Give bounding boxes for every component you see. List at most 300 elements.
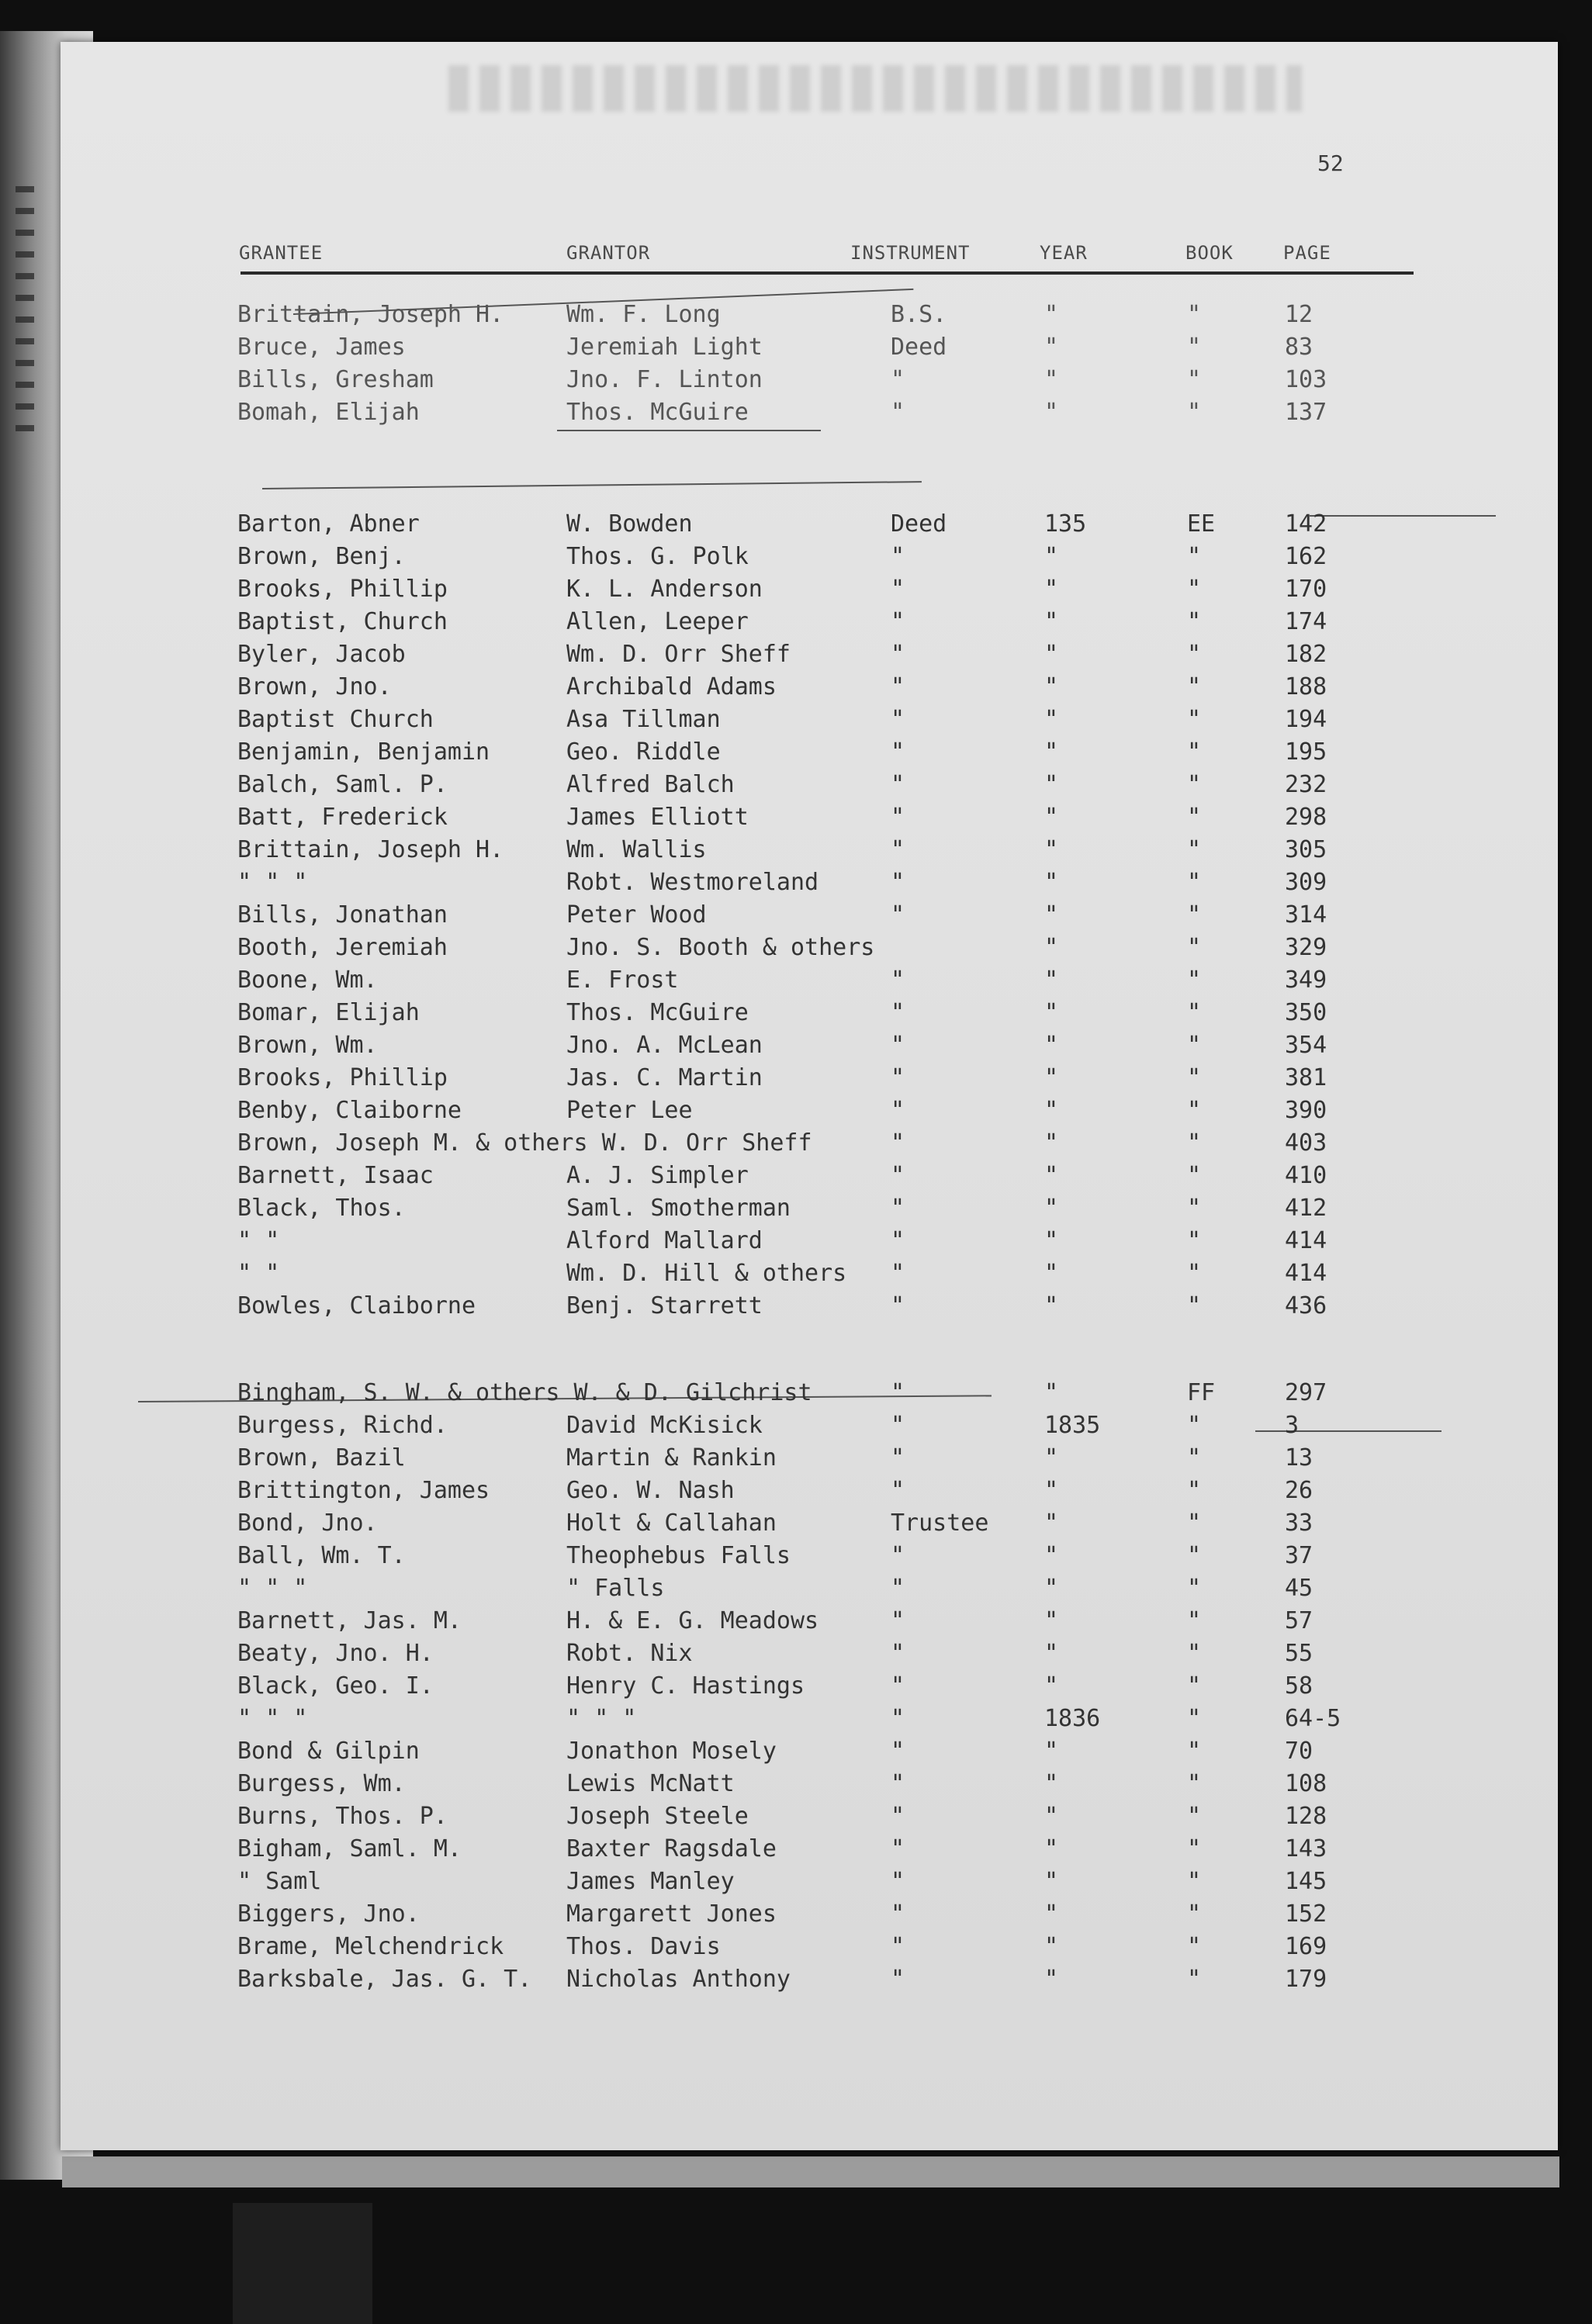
cell-page: 298 <box>1285 804 1327 831</box>
header-page: PAGE <box>1283 242 1331 264</box>
index-row <box>61 641 1558 673</box>
cell-page: 55 <box>1285 1640 1313 1667</box>
cell-grantee: Ball, Wm. T. <box>237 1542 406 1569</box>
cell-grantee: Bowles, Claiborne <box>237 1292 476 1319</box>
cell-grantee: Bond, Jno. <box>237 1510 378 1537</box>
cell-book: " <box>1187 771 1202 798</box>
cell-instrument: B.S. <box>891 301 947 328</box>
cell-year: " <box>1044 1227 1059 1254</box>
cell-grantee: Byler, Jacob <box>237 641 406 668</box>
cell-instrument: " <box>891 1803 905 1830</box>
cell-instrument: Trustee <box>891 1510 989 1537</box>
dark-block <box>233 2203 372 2324</box>
cell-page: 162 <box>1285 543 1327 570</box>
cell-grantee: " " " <box>237 869 308 896</box>
cell-page: 142 <box>1285 510 1327 538</box>
cell-grantee: Bingham, S. W. & others W. & D. Gilchrist <box>237 1379 812 1406</box>
cell-grantor: Benj. Starrett <box>566 1292 763 1319</box>
cell-book: " <box>1187 673 1202 700</box>
index-row <box>61 366 1558 399</box>
index-row <box>61 1412 1558 1444</box>
cell-book: " <box>1187 1260 1202 1287</box>
index-row <box>61 1510 1558 1542</box>
index-row <box>61 934 1558 967</box>
cell-instrument: " <box>891 608 905 635</box>
header-book: BOOK <box>1185 242 1234 264</box>
cell-book: " <box>1187 999 1202 1026</box>
index-row <box>61 804 1558 836</box>
cell-book: " <box>1187 1477 1202 1504</box>
cell-instrument: " <box>891 1292 905 1319</box>
bleed-through-text <box>448 65 1302 112</box>
cell-grantor: Wm. D. Orr Sheff <box>566 641 791 668</box>
index-row <box>61 1933 1558 1966</box>
cell-grantee: Beaty, Jno. H. <box>237 1640 434 1667</box>
cell-grantor: Alford Mallard <box>566 1227 763 1254</box>
cell-grantor: Nicholas Anthony <box>566 1966 791 1993</box>
cell-grantor: H. & E. G. Meadows <box>566 1607 819 1634</box>
cell-grantor: Peter Lee <box>566 1097 693 1124</box>
index-row <box>61 1966 1558 1998</box>
cell-book: " <box>1187 1195 1202 1222</box>
index-row <box>61 1129 1558 1162</box>
cell-grantee: Barnett, Isaac <box>237 1162 434 1189</box>
header-rule <box>241 271 1414 275</box>
cell-instrument: " <box>891 869 905 896</box>
cell-instrument: " <box>891 673 905 700</box>
page-bottom-strip <box>62 2156 1559 2187</box>
cell-grantor: Martin & Rankin <box>566 1444 777 1472</box>
cell-book: " <box>1187 1738 1202 1765</box>
cell-grantor: Margarett Jones <box>566 1900 777 1928</box>
cell-grantee: Burgess, Wm. <box>237 1770 406 1797</box>
cell-page: 45 <box>1285 1575 1313 1602</box>
cell-instrument: " <box>891 399 905 426</box>
cell-page: 170 <box>1285 576 1327 603</box>
cell-page: 414 <box>1285 1227 1327 1254</box>
cell-grantee: " " " <box>237 1705 308 1732</box>
cell-page: 414 <box>1285 1260 1327 1287</box>
cell-year: " <box>1044 836 1059 863</box>
cell-grantor: Geo. W. Nash <box>566 1477 735 1504</box>
index-row <box>61 999 1558 1032</box>
pencil-mark <box>262 481 922 489</box>
page-number: 52 <box>1317 150 1344 176</box>
cell-page: 182 <box>1285 641 1327 668</box>
cell-grantee: Bruce, James <box>237 334 406 361</box>
cell-book: " <box>1187 1542 1202 1569</box>
cell-instrument: " <box>891 1900 905 1928</box>
index-row <box>61 1575 1558 1607</box>
cell-book: " <box>1187 1966 1202 1993</box>
cell-grantor: Jonathon Mosely <box>566 1738 777 1765</box>
cell-year: " <box>1044 1770 1059 1797</box>
index-row <box>61 334 1558 366</box>
cell-instrument: " <box>891 836 905 863</box>
cell-page: 309 <box>1285 869 1327 896</box>
cell-page: 169 <box>1285 1933 1327 1960</box>
cell-instrument: " <box>891 1129 905 1157</box>
cell-page: 350 <box>1285 999 1327 1026</box>
cell-grantee: Brooks, Phillip <box>237 576 448 603</box>
cell-year: " <box>1044 1640 1059 1667</box>
cell-year: " <box>1044 1575 1059 1602</box>
cell-page: 13 <box>1285 1444 1313 1472</box>
index-row <box>61 673 1558 706</box>
cell-grantee: Brown, Wm. <box>237 1032 378 1059</box>
index-row <box>61 1835 1558 1868</box>
cell-page: 305 <box>1285 836 1327 863</box>
index-row <box>61 301 1558 334</box>
cell-book: " <box>1187 1510 1202 1537</box>
cell-instrument: " <box>891 576 905 603</box>
cell-grantee: Boone, Wm. <box>237 967 378 994</box>
cell-instrument: " <box>891 1575 905 1602</box>
cell-grantor: David McKisick <box>566 1412 763 1439</box>
cell-instrument: " <box>891 1032 905 1059</box>
index-row <box>61 399 1558 431</box>
cell-year: 135 <box>1044 510 1087 538</box>
cell-grantor: Jno. A. McLean <box>566 1032 763 1059</box>
cell-book: " <box>1187 1933 1202 1960</box>
cell-grantee: Baptist Church <box>237 706 434 733</box>
cell-year: " <box>1044 1672 1059 1700</box>
cell-year: " <box>1044 1803 1059 1830</box>
cell-instrument: " <box>891 1260 905 1287</box>
index-row <box>61 1097 1558 1129</box>
cell-book: " <box>1187 901 1202 929</box>
index-row <box>61 706 1558 738</box>
cell-page: 403 <box>1285 1129 1327 1157</box>
cell-grantee: Batt, Frederick <box>237 804 448 831</box>
cell-instrument: " <box>891 804 905 831</box>
cell-book: " <box>1187 1032 1202 1059</box>
cell-year: " <box>1044 543 1059 570</box>
cell-year: " <box>1044 301 1059 328</box>
index-row <box>61 510 1558 543</box>
cell-instrument: Deed <box>891 510 947 538</box>
cell-grantee: Black, Thos. <box>237 1195 406 1222</box>
cell-book: " <box>1187 1672 1202 1700</box>
cell-grantee: Brooks, Phillip <box>237 1064 448 1091</box>
cell-page: 83 <box>1285 334 1313 361</box>
index-row <box>61 1672 1558 1705</box>
index-row <box>61 1738 1558 1770</box>
cell-book: " <box>1187 706 1202 733</box>
cell-grantor: Saml. Smotherman <box>566 1195 791 1222</box>
cell-book: " <box>1187 1803 1202 1830</box>
cell-grantor: Joseph Steele <box>566 1803 749 1830</box>
cell-year: 1835 <box>1044 1412 1101 1439</box>
cell-page: 174 <box>1285 608 1327 635</box>
cell-grantor: Robt. Westmoreland <box>566 869 819 896</box>
cell-grantor: W. Bowden <box>566 510 693 538</box>
cell-year: " <box>1044 1868 1059 1895</box>
cell-year: " <box>1044 1933 1059 1960</box>
cell-page: 314 <box>1285 901 1327 929</box>
index-row <box>61 1260 1558 1292</box>
index-row <box>61 1292 1558 1325</box>
cell-instrument: " <box>891 771 905 798</box>
cell-year: " <box>1044 399 1059 426</box>
cell-instrument: " <box>891 706 905 733</box>
cell-grantor: Jno. F. Linton <box>566 366 763 393</box>
cell-page: 179 <box>1285 1966 1327 1993</box>
cell-year: " <box>1044 1032 1059 1059</box>
cell-grantee: Black, Geo. I. <box>237 1672 434 1700</box>
index-row <box>61 1444 1558 1477</box>
index-row <box>61 1195 1558 1227</box>
cell-year: " <box>1044 1162 1059 1189</box>
cell-grantor: Wm. F. Long <box>566 301 721 328</box>
cell-instrument: " <box>891 1444 905 1472</box>
cell-book: " <box>1187 804 1202 831</box>
cell-grantor: Thos. McGuire <box>566 999 749 1026</box>
cell-book: " <box>1187 1064 1202 1091</box>
cell-page: 103 <box>1285 366 1327 393</box>
cell-grantee: Bond & Gilpin <box>237 1738 420 1765</box>
cell-instrument: " <box>891 641 905 668</box>
cell-instrument: " <box>891 1227 905 1254</box>
cell-year: " <box>1044 901 1059 929</box>
index-row <box>61 1705 1558 1738</box>
cell-year: " <box>1044 869 1059 896</box>
cell-year: " <box>1044 706 1059 733</box>
cell-instrument: " <box>891 1705 905 1732</box>
cell-instrument: " <box>891 1195 905 1222</box>
cell-instrument: " <box>891 1607 905 1634</box>
cell-year: " <box>1044 1835 1059 1862</box>
index-row <box>61 1064 1558 1097</box>
index-row <box>61 869 1558 901</box>
cell-page: 188 <box>1285 673 1327 700</box>
cell-instrument: " <box>891 1064 905 1091</box>
cell-page: 232 <box>1285 771 1327 798</box>
cell-page: 194 <box>1285 706 1327 733</box>
cell-book: " <box>1187 1227 1202 1254</box>
cell-page: 354 <box>1285 1032 1327 1059</box>
cell-grantee: Balch, Saml. P. <box>237 771 448 798</box>
cell-year: " <box>1044 804 1059 831</box>
cell-year: " <box>1044 1542 1059 1569</box>
cell-year: " <box>1044 576 1059 603</box>
cell-grantor: Jno. S. Booth & others <box>566 934 875 961</box>
index-row <box>61 738 1558 771</box>
cell-page: 145 <box>1285 1868 1327 1895</box>
cell-page: 33 <box>1285 1510 1313 1537</box>
index-row <box>61 1542 1558 1575</box>
cell-year: " <box>1044 1966 1059 1993</box>
cell-instrument: " <box>891 1966 905 1993</box>
cell-year: " <box>1044 738 1059 766</box>
cell-page: 349 <box>1285 967 1327 994</box>
cell-year: " <box>1044 1292 1059 1319</box>
cell-grantee: Benjamin, Benjamin <box>237 738 490 766</box>
cell-year: " <box>1044 1129 1059 1157</box>
cell-grantee: Brittington, James <box>237 1477 490 1504</box>
cell-grantee: " Saml <box>237 1868 322 1895</box>
cell-grantee: Bills, Jonathan <box>237 901 448 929</box>
cell-grantor: Thos. G. Polk <box>566 543 749 570</box>
cell-year: " <box>1044 1379 1059 1406</box>
cell-grantor: Thos. Davis <box>566 1933 721 1960</box>
cell-grantor: Jeremiah Light <box>566 334 763 361</box>
cell-page: 137 <box>1285 399 1327 426</box>
header-instrument: INSTRUMENT <box>850 242 971 264</box>
document-sheet <box>61 42 1558 2150</box>
cell-grantee: " " <box>237 1227 280 1254</box>
index-row <box>61 771 1558 804</box>
cell-grantee: " " " <box>237 1575 308 1602</box>
cell-year: " <box>1044 366 1059 393</box>
cell-page: 108 <box>1285 1770 1327 1797</box>
cell-grantee: Burgess, Richd. <box>237 1412 448 1439</box>
index-row <box>61 543 1558 576</box>
cell-book: " <box>1187 1770 1202 1797</box>
cell-book: " <box>1187 543 1202 570</box>
cell-book: " <box>1187 1444 1202 1472</box>
cell-grantor: Wm. D. Hill & others <box>566 1260 847 1287</box>
cell-instrument: " <box>891 738 905 766</box>
index-row <box>61 836 1558 869</box>
cell-instrument: " <box>891 967 905 994</box>
cell-year: " <box>1044 1097 1059 1124</box>
cell-grantee: Burns, Thos. P. <box>237 1803 448 1830</box>
cell-instrument: " <box>891 1738 905 1765</box>
cell-page: 128 <box>1285 1803 1327 1830</box>
cell-grantor: Jas. C. Martin <box>566 1064 763 1091</box>
cell-year: " <box>1044 334 1059 361</box>
index-row <box>61 608 1558 641</box>
cell-book: " <box>1187 608 1202 635</box>
cell-grantor: Alfred Balch <box>566 771 735 798</box>
cell-book: " <box>1187 301 1202 328</box>
cell-instrument: " <box>891 1835 905 1862</box>
cell-year: " <box>1044 1477 1059 1504</box>
cell-grantor: Asa Tillman <box>566 706 721 733</box>
cell-instrument: " <box>891 1477 905 1504</box>
cell-instrument: " <box>891 1933 905 1960</box>
cell-grantee: Booth, Jeremiah <box>237 934 448 961</box>
cell-instrument: " <box>891 1097 905 1124</box>
cell-instrument: " <box>891 1672 905 1700</box>
cell-instrument: Deed <box>891 334 947 361</box>
cell-grantee: Baptist, Church <box>237 608 448 635</box>
cell-page: 12 <box>1285 301 1313 328</box>
cell-instrument: " <box>891 1379 905 1406</box>
header-year: YEAR <box>1040 242 1088 264</box>
cell-grantor: Baxter Ragsdale <box>566 1835 777 1862</box>
cell-instrument: " <box>891 543 905 570</box>
cell-book: FF <box>1187 1379 1216 1406</box>
cell-year: " <box>1044 608 1059 635</box>
header-grantor: GRANTOR <box>566 242 651 264</box>
index-row <box>61 1900 1558 1933</box>
cell-book: " <box>1187 1835 1202 1862</box>
cell-book: " <box>1187 366 1202 393</box>
cell-grantor: Geo. Riddle <box>566 738 721 766</box>
binding-marks <box>16 186 34 434</box>
cell-page: 297 <box>1285 1379 1327 1406</box>
cell-year: " <box>1044 967 1059 994</box>
cell-grantee: Brown, Bazil <box>237 1444 406 1472</box>
cell-grantor: Theophebus Falls <box>566 1542 791 1569</box>
cell-book: " <box>1187 1097 1202 1124</box>
cell-instrument: " <box>891 1162 905 1189</box>
cell-page: 58 <box>1285 1672 1313 1700</box>
cell-grantor: Wm. Wallis <box>566 836 707 863</box>
cell-instrument: " <box>891 999 905 1026</box>
cell-book: " <box>1187 1162 1202 1189</box>
cell-book: " <box>1187 1412 1202 1439</box>
cell-year: " <box>1044 934 1059 961</box>
cell-year: " <box>1044 1607 1059 1634</box>
cell-grantee: Brittain, Joseph H. <box>237 836 504 863</box>
cell-page: 57 <box>1285 1607 1313 1634</box>
index-row <box>61 1803 1558 1835</box>
cell-year: " <box>1044 771 1059 798</box>
cell-grantor: A. J. Simpler <box>566 1162 749 1189</box>
cell-book: " <box>1187 1575 1202 1602</box>
cell-grantor: James Manley <box>566 1868 735 1895</box>
cell-instrument: " <box>891 1868 905 1895</box>
cell-year: " <box>1044 641 1059 668</box>
cell-grantor: James Elliott <box>566 804 749 831</box>
cell-page: 70 <box>1285 1738 1313 1765</box>
cell-instrument: " <box>891 901 905 929</box>
index-row <box>61 967 1558 999</box>
cell-book: " <box>1187 1868 1202 1895</box>
cell-grantor: " Falls <box>566 1575 665 1602</box>
cell-grantor: Henry C. Hastings <box>566 1672 805 1700</box>
cell-grantor: " " " <box>566 1705 637 1732</box>
cell-book: " <box>1187 1640 1202 1667</box>
header-grantee: GRANTEE <box>239 242 324 264</box>
cell-grantee: Brown, Benj. <box>237 543 406 570</box>
cell-year: 1836 <box>1044 1705 1101 1732</box>
cell-book: " <box>1187 1607 1202 1634</box>
cell-book: EE <box>1187 510 1216 538</box>
cell-grantor: Thos. McGuire <box>566 399 749 426</box>
cell-book: " <box>1187 934 1202 961</box>
cell-grantee: Brown, Jno. <box>237 673 392 700</box>
cell-year: " <box>1044 1510 1059 1537</box>
cell-instrument: " <box>891 1542 905 1569</box>
index-row <box>61 1032 1558 1064</box>
index-page <box>61 42 1558 2150</box>
cell-page: 26 <box>1285 1477 1313 1504</box>
cell-page: 195 <box>1285 738 1327 766</box>
cell-grantee: Barnett, Jas. M. <box>237 1607 462 1634</box>
cell-year: " <box>1044 1195 1059 1222</box>
cell-grantee: Brittain, Joseph H. <box>237 301 504 328</box>
cell-book: " <box>1187 1129 1202 1157</box>
cell-grantee: " " <box>237 1260 280 1287</box>
cell-grantee: Barksbale, Jas. G. T. <box>237 1966 532 1993</box>
cell-book: " <box>1187 1705 1202 1732</box>
cell-grantor: Archibald Adams <box>566 673 777 700</box>
cell-page: 390 <box>1285 1097 1327 1124</box>
cell-year: " <box>1044 1064 1059 1091</box>
cell-page: 329 <box>1285 934 1327 961</box>
cell-grantee: Biggers, Jno. <box>237 1900 420 1928</box>
cell-book: " <box>1187 1900 1202 1928</box>
cell-book: " <box>1187 869 1202 896</box>
index-row <box>61 1227 1558 1260</box>
cell-page: 381 <box>1285 1064 1327 1091</box>
index-row <box>61 1607 1558 1640</box>
cell-page: 37 <box>1285 1542 1313 1569</box>
